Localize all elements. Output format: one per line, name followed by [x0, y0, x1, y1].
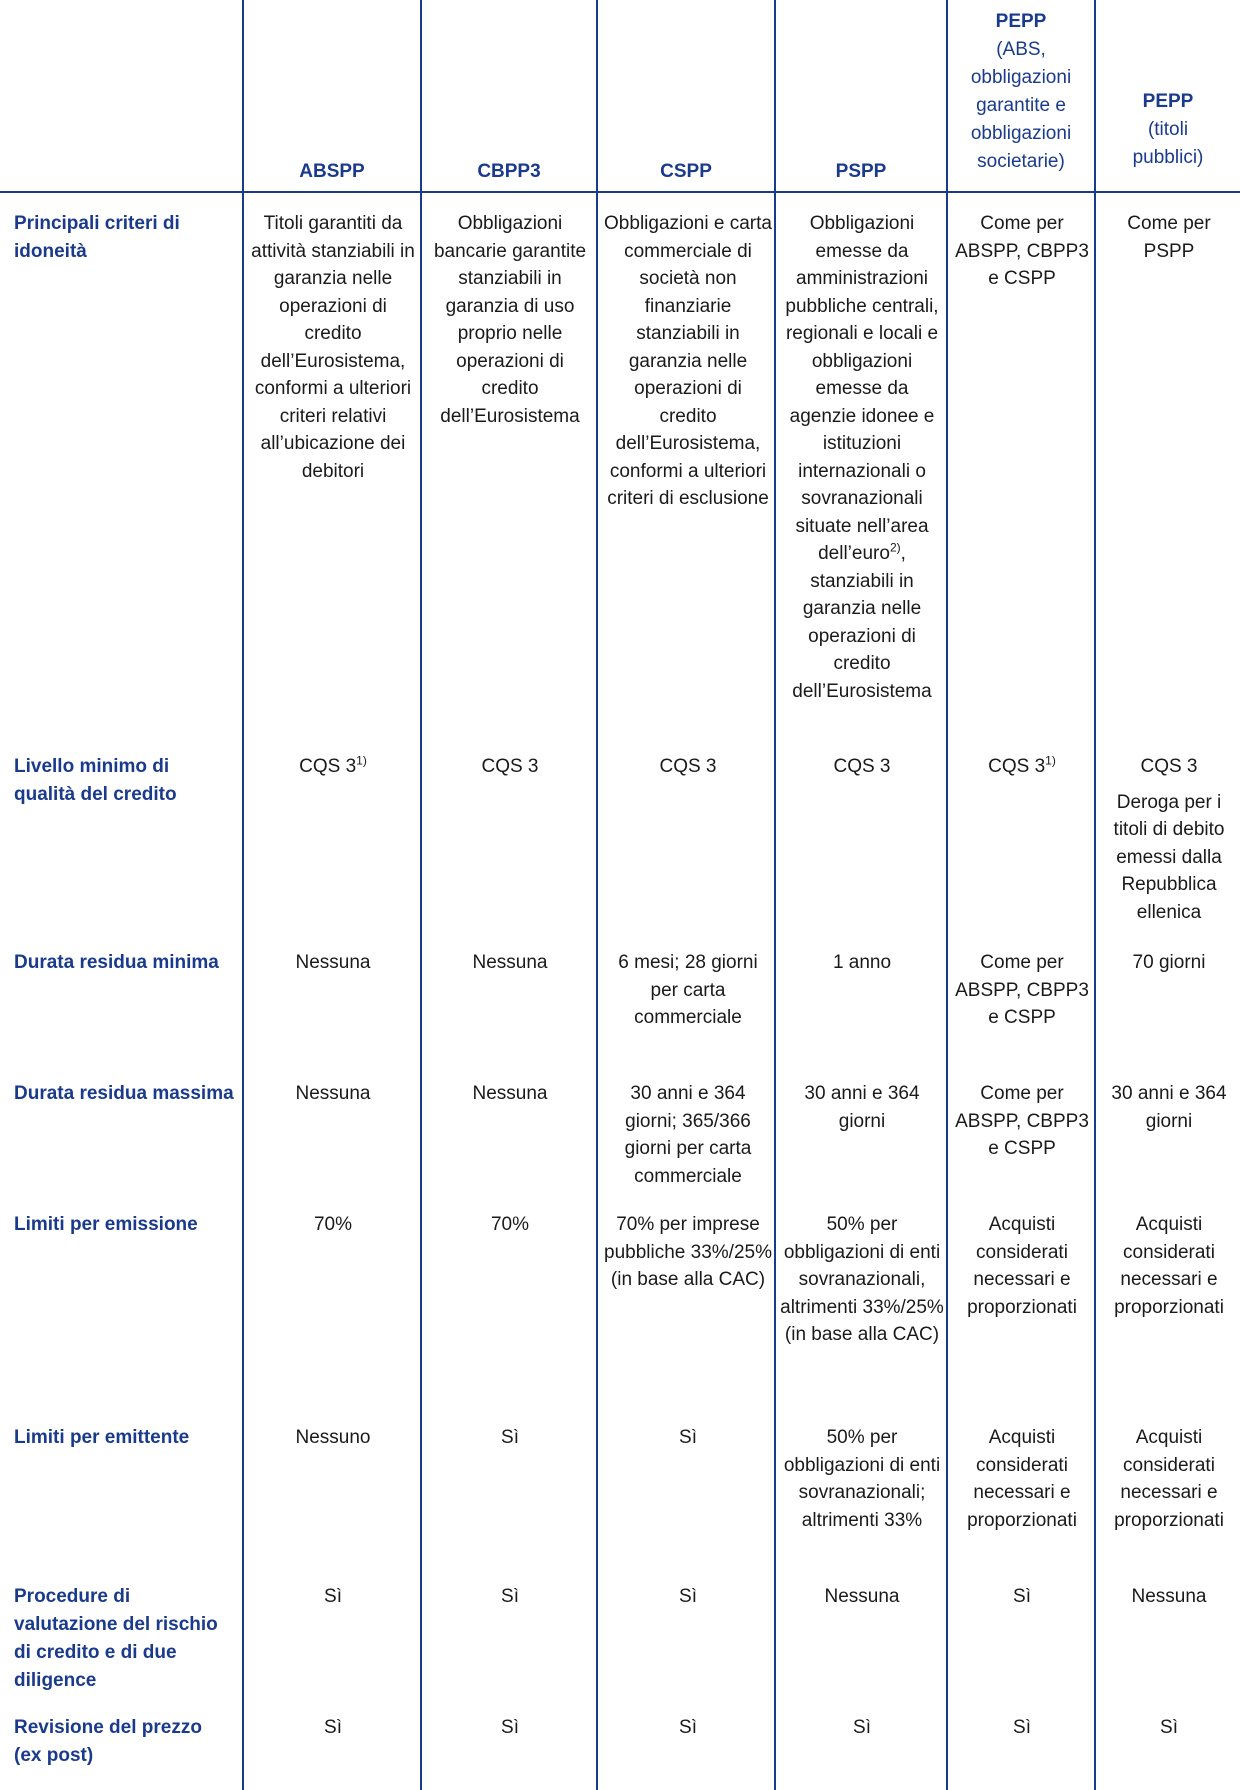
cell-pepp-private-min-maturity: Come per ABSPP, CBPP3 e CSPP [955, 952, 1089, 1028]
cell-cspp-price-review: Sì [679, 1717, 697, 1738]
cell-pepp-private-eligibility: Come per ABSPP, CBPP3 e CSPP [955, 213, 1089, 289]
cell-abspp-credit-quality [248, 753, 418, 781]
cell-abspp-price-review: Sì [324, 1717, 342, 1738]
column-header-pspp [776, 0, 946, 191]
column-header-cspp [598, 0, 774, 191]
cell-abspp-min-maturity: Nessuna [295, 952, 371, 973]
cell-cbpp3-issue-limits: 70% [490, 1214, 530, 1235]
column-title: PSPP [835, 161, 887, 182]
cell-pepp-private-due-diligence: Sì [1013, 1586, 1031, 1607]
row-label-due-diligence: Procedure di valutazione del rischio di credito e di due diligence [14, 1586, 218, 1691]
column-divider [242, 0, 244, 1790]
column-divider [946, 0, 948, 1790]
cell-abspp-due-diligence: Sì [324, 1586, 342, 1607]
cell-cspp-eligibility: Obbligazioni e carta commerciale di società non finanziarie stanziabili in garanzia nelle operazioni di credito dell’Eurosistema, conformi a ulteriori criteri di esclusione [604, 213, 772, 509]
cell-pspp-min-maturity: 1 anno [832, 952, 892, 973]
cell-pepp-public-issue-limits: Acquisti considerati necessari e proporzionati [1114, 1214, 1224, 1318]
cell-pepp-public-due-diligence: Nessuna [1131, 1586, 1207, 1607]
cell-pepp-private-price-review: Sì [1013, 1717, 1031, 1738]
cell-abspp-issue-limits: 70% [313, 1214, 353, 1235]
cell-pepp-private-issuer-limits: Acquisti considerati necessari e proporzionati [967, 1427, 1077, 1531]
column-header-abspp [244, 0, 420, 191]
cell-cbpp3-due-diligence: Sì [501, 1586, 519, 1607]
column-divider [596, 0, 598, 1790]
footnote-ref: 1) [356, 753, 367, 768]
cell-pspp-max-maturity: 30 anni e 364 giorni [804, 1083, 920, 1132]
cell-cbpp3-credit-quality: CQS 3 [481, 756, 539, 777]
cell-abspp-eligibility: Titoli garantiti da attività stanziabili in garanzia nelle operazioni di credito dell’Eurosistema, conformi a ulteriori criteri relativi all’ubicazione dei debitori [251, 213, 415, 482]
cell-pspp-due-diligence: Nessuna [824, 1586, 900, 1607]
column-title: CSPP [660, 161, 712, 182]
footnote-ref: 2) [889, 540, 901, 555]
header-divider [0, 191, 1240, 193]
cell-text: CQS 3 [299, 756, 357, 777]
row-label-eligibility: Principali criteri di idoneità [14, 213, 180, 262]
row-label-issuer-limits: Limiti per emittente [14, 1427, 190, 1448]
cell-text: CQS 3 [1140, 756, 1198, 777]
column-title: ABSPP [299, 161, 365, 182]
column-divider [420, 0, 422, 1790]
cell-pspp-price-review: Sì [853, 1717, 871, 1738]
column-subtitle: (titoli pubblici) [1132, 119, 1204, 168]
column-title: PEPP [995, 11, 1047, 32]
column-title: CBPP3 [477, 161, 541, 182]
cell-pepp-public-eligibility: Come per PSPP [1127, 213, 1211, 262]
column-header-pepp-private [948, 8, 1094, 189]
column-header-pepp-public [1096, 88, 1240, 189]
cell-pepp-public-max-maturity: 30 anni e 364 giorni [1111, 1083, 1227, 1132]
cell-cbpp3-max-maturity: Nessuna [472, 1083, 548, 1104]
cell-cspp-due-diligence: Sì [679, 1586, 697, 1607]
cell-cbpp3-price-review: Sì [501, 1717, 519, 1738]
column-header-cbpp3 [422, 0, 596, 191]
row-label-price-review: Revisione del prezzo (ex post) [14, 1717, 202, 1766]
footnote-ref: 1) [1045, 753, 1056, 768]
row-label-issue-limits: Limiti per emissione [14, 1214, 198, 1235]
cell-pspp-issue-limits: 50% per obbligazioni di enti sovranazionali, altrimenti 33%/25% (in base alla CAC) [780, 1214, 944, 1345]
cell-abspp-max-maturity: Nessuna [295, 1083, 371, 1104]
cell-text: CQS 3 [988, 756, 1046, 777]
cell-text: Obbligazioni emesse da amministrazioni pubbliche centrali, regionali e locali e obbligazioni emesse da agenzie idonee e istituzioni internazionali o sovranazionali situate nell’area dell’euro [785, 213, 939, 564]
cell-cspp-issue-limits: 70% per imprese pubbliche 33%/25% (in base alla CAC) [604, 1214, 772, 1290]
cell-pspp-credit-quality: CQS 3 [833, 756, 891, 777]
row-label-min-maturity: Durata residua minima [14, 952, 219, 973]
cell-cspp-issuer-limits: Sì [679, 1427, 697, 1448]
cell-cspp-min-maturity: 6 mesi; 28 giorni per carta commerciale [618, 952, 758, 1028]
cell-pepp-private-max-maturity: Come per ABSPP, CBPP3 e CSPP [955, 1083, 1089, 1159]
cell-pepp-public-credit-quality [1104, 753, 1234, 926]
cell-pepp-public-min-maturity: 70 giorni [1132, 952, 1206, 973]
cell-cbpp3-issuer-limits: Sì [501, 1427, 519, 1448]
column-subtitle: (ABS, obbligazioni garantite e obbligazioni societarie) [970, 39, 1072, 172]
cell-pspp-issuer-limits: 50% per obbligazioni di enti sovranazionali; altrimenti 33% [783, 1427, 941, 1531]
cell-pepp-public-price-review: Sì [1160, 1717, 1178, 1738]
cell-note: Deroga per i titoli di debito emessi dalla Repubblica ellenica [1113, 791, 1225, 923]
row-label-credit-quality: Livello minimo di qualità del credito [14, 756, 177, 805]
cell-pspp-eligibility [780, 210, 944, 705]
cell-cbpp3-eligibility: Obbligazioni bancarie garantite stanziabili in garanzia di uso proprio nelle operazioni di credito dell’Eurosistema [433, 213, 587, 427]
cell-pepp-private-credit-quality [954, 753, 1090, 781]
cell-abspp-issuer-limits: Nessuno [295, 1427, 371, 1448]
column-title: PEPP [1142, 91, 1194, 112]
cell-pepp-private-issue-limits: Acquisti considerati necessari e proporzionati [967, 1214, 1077, 1318]
column-divider [1094, 0, 1096, 1790]
cell-cbpp3-min-maturity: Nessuna [472, 952, 548, 973]
row-label-max-maturity: Durata residua massima [14, 1083, 234, 1104]
column-divider [774, 0, 776, 1790]
cell-cspp-credit-quality: CQS 3 [659, 756, 717, 777]
cell-text-tail: , stanziabili in garanzia nelle operazioni di credito dell’Eurosistema [792, 543, 932, 702]
cell-pepp-public-issuer-limits: Acquisti considerati necessari e proporzionati [1114, 1427, 1224, 1531]
cell-cspp-max-maturity: 30 anni e 364 giorni; 365/366 giorni per carta commerciale [624, 1083, 752, 1187]
